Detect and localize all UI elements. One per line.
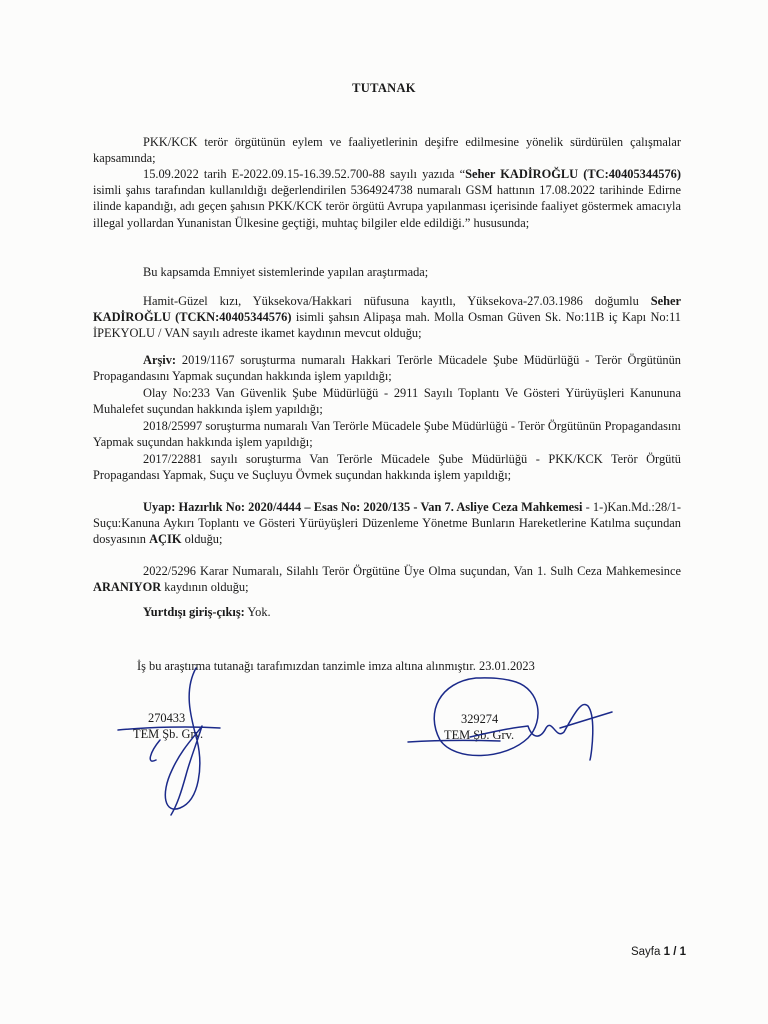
signatory-left-role: TEM Şb. Grv. xyxy=(133,727,204,741)
archive-record-2: Olay No:233 Van Güvenlik Şube Müdürlüğü - 2911 Sayılı Toplantı Ve Gösteri Yürüyüşleri Kanununa Muhalefet suçundan hakkında işlem yapıldığı; xyxy=(93,386,681,417)
karar-end: kaydının olduğu; xyxy=(161,580,249,595)
footer-page: 1 xyxy=(663,946,670,958)
report-text-pre: 15.09.2022 tarih E-2022.09.15-16.39.52.700-88 sayılı yazıda “ xyxy=(143,167,466,181)
travel-value: Yok. xyxy=(244,605,271,619)
intro-paragraph: PKK/KCK terör örgütünün eylem ve faaliyetlerinin deşifre edilmesine yönelik sürdürülen çalışmalar kapsamında; xyxy=(93,135,681,166)
uyap-end: olduğu; xyxy=(181,532,223,547)
karar-paragraph xyxy=(93,563,681,595)
uyap-case-ref: Uyap: Hazırlık No: 2020/4444 – Esas No: 2020/135 - Van 7. Asliye Ceza Mahkemesi xyxy=(143,500,583,514)
research-paragraph: Bu kapsamda Emniyet sistemlerinde yapılan araştırmada; xyxy=(143,265,429,279)
signatory-left-number: 270433 xyxy=(148,711,186,725)
footer-total: 1 xyxy=(679,946,686,958)
closing-statement: İş bu araştırma tutanağı tarafımızdan tanzimle imza altına alınmıştır. 23.01.2023 xyxy=(137,659,535,673)
archive-record-1-text: 2019/1167 soruşturma numaralı Hakkari Terörle Mücadele Şube Müdürlüğü - Terör Örgütünün Propagandasını Yapmak suçundan hakkında işlem yapıldığı; xyxy=(93,353,681,384)
archive-record-3: 2018/25997 soruşturma numaralı Van Terörle Mücadele Şube Müdürlüğü - Terör Örgütünün Propagandasını Yapmak suçundan hakkında işlem yapıldığı; xyxy=(93,419,681,450)
report-text-post: isimli şahıs tarafından kullanıldığı değerlendirilen 5364924738 numaralı GSM hattının 17.08.2022 tarihinde Edirne ilinde kapandığı, adı geçen şahısın PKK/KCK terör örgütü Avrupa yapılanması içerisinde faaliyet göstermek amacıyla illegal yollardan Yunanistan Ülkesine geçtiği, muhtaç bilgiler elde edildiği.” hususunda; xyxy=(93,183,681,230)
identity-text-pre: Hamit-Güzel kızı, Yüksekova/Hakkari nüfusuna kayıtlı, Yüksekova-27.03.1986 doğumlu xyxy=(143,294,651,308)
identity-text-post: isimli şahsın Alipaşa mah. Molla Osman Güven Sk. No:11B iç Kapı No:11 İPEKYOLU / VAN sayılı adreste ikamet kaydının mevcut olduğu; xyxy=(93,310,682,341)
subject-name-tc: Seher KADİROĞLU (TC:40405344576) xyxy=(465,167,681,181)
report-paragraph xyxy=(93,166,681,231)
subject-name-tckn: Seher KADİROĞLU (TCKN:40405344576) xyxy=(93,294,681,325)
karar-text: 2022/5296 Karar Numaralı, Silahlı Terör Örgütüne Üye Olma suçundan, Van 1. Sulh Ceza Mahkemesince xyxy=(143,564,681,578)
archive-record-1 xyxy=(93,352,681,384)
identity-paragraph xyxy=(93,293,681,342)
karar-status: ARANIYOR xyxy=(93,580,162,595)
travel-label: Yurtdışı giriş-çıkış: xyxy=(143,605,245,619)
uyap-text: - 1-)Kan.Md.:28/1-Suçu:Kanuna Aykırı Toplantı ve Gösteri Yürüyüşleri Düzenleme Yönetme Bunların Hareketlerine Katılma suçundan dosyasının xyxy=(93,500,681,547)
signatory-right-number: 329274 xyxy=(461,712,499,726)
signatory-right-role: TEM Şb. Grv. xyxy=(444,728,515,742)
uyap-paragraph xyxy=(93,499,681,548)
travel-paragraph xyxy=(93,604,681,620)
archive-label: Arşiv: xyxy=(143,353,177,367)
footer-label: Sayfa xyxy=(630,946,661,958)
uyap-status: AÇIK xyxy=(149,532,182,547)
page-footer xyxy=(631,944,686,960)
archive-record-4: 2017/22881 sayılı soruşturma Van Terörle Mücadele Şube Müdürlüğü - PKK/KCK Terör Örgütü Propagandası Yapmak, Suçu ve Suçluyu Övmek suçundan hakkında işlem yapıldığı; xyxy=(93,452,681,483)
footer-sep: / xyxy=(670,946,680,958)
document-title: TUTANAK xyxy=(352,81,416,95)
